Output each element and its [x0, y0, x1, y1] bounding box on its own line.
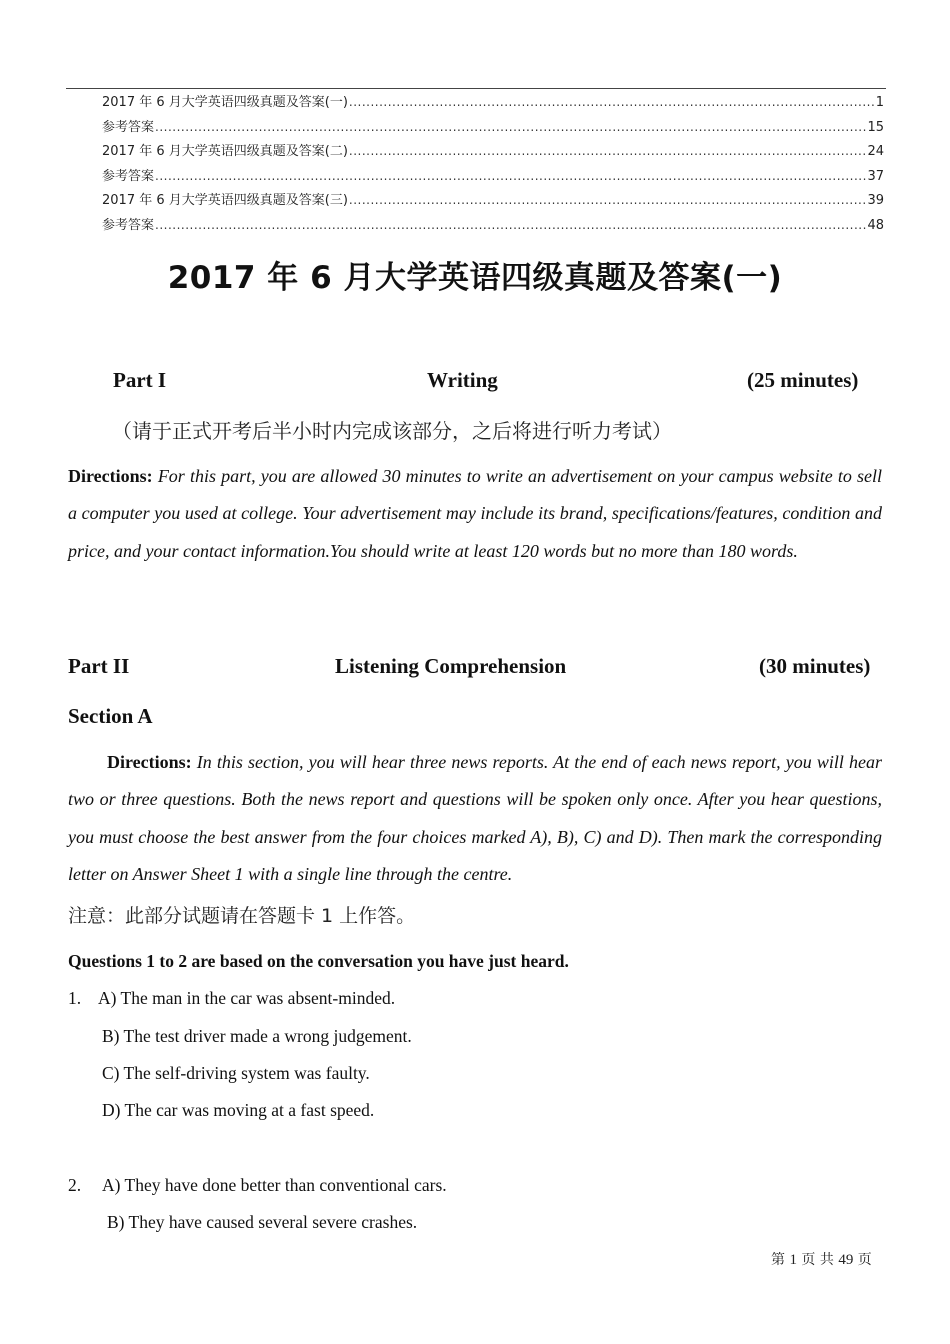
directions-text: In this section, you will hear three news reports. At the end of each news report, you will hear two or three questions. Both the news report and questions will be spoken only once. After you hear questions, you must choose the best answer from the four choices marked A), B), C) and D). Then mark the corresponding letter on Answer Sheet 1 with a single line through the centre.: [68, 752, 882, 884]
question-number: 2.: [68, 1175, 82, 1195]
toc-entry[interactable]: [102, 140, 884, 165]
toc-entry-title: 2017 年 6 月大学英语四级真题及答案(一): [102, 95, 348, 110]
toc-entry[interactable]: [102, 214, 884, 239]
current-page-number: 1: [789, 1252, 797, 1268]
part1-time: (25 minutes): [747, 368, 859, 392]
directions-label: Directions:: [68, 466, 153, 486]
toc-entry-page: 37: [867, 168, 884, 184]
part2-label: Part II: [68, 654, 130, 678]
toc-leader-dots: [155, 169, 866, 183]
toc-leader-dots: [349, 95, 875, 109]
toc-entry-page: 48: [867, 217, 884, 233]
footer-suffix: 页: [857, 1252, 872, 1268]
toc-entry[interactable]: [102, 189, 884, 214]
section-a-heading: Section A: [68, 704, 153, 728]
directions-label: Directions:: [107, 752, 192, 772]
toc-entry-page: 39: [867, 193, 884, 209]
toc-leader-dots: [349, 193, 867, 207]
table-of-contents: [102, 91, 884, 239]
toc-entry-title: 2017 年 6 月大学英语四级真题及答案(三): [102, 193, 348, 209]
toc-entry-title: 参考答案: [102, 168, 155, 184]
toc-entry-title: 2017 年 6 月大学英语四级真题及答案(二): [102, 144, 348, 160]
toc-leader-dots: [155, 120, 866, 134]
question-option[interactable]: C) The self-driving system was faulty.: [102, 1063, 370, 1083]
toc-entry-page: 15: [867, 119, 884, 135]
part1-name: Writing: [427, 368, 498, 392]
part2-directions: [68, 744, 882, 893]
toc-entry-page: 1: [875, 95, 884, 110]
part1-note: （请于正式开考后半小时内完成该部分，之后将进行听力考试）: [112, 419, 672, 443]
question-option[interactable]: A) They have done better than conventional cars.: [102, 1175, 447, 1195]
toc-entry-title: 参考答案: [102, 217, 155, 233]
toc-entry[interactable]: [102, 116, 884, 141]
toc-entry[interactable]: [102, 165, 884, 190]
question-option[interactable]: D) The car was moving at a fast speed.: [102, 1100, 375, 1120]
total-page-count: 49: [838, 1252, 854, 1268]
question-option[interactable]: A) The man in the car was absent-minded.: [98, 988, 396, 1008]
header-rule: [66, 88, 886, 89]
toc-entry-page: 24: [867, 144, 884, 160]
toc-leader-dots: [349, 144, 867, 158]
question-option[interactable]: B) They have caused several severe crashes.: [107, 1212, 418, 1232]
directions-text: For this part, you are allowed 30 minutes to write an advertisement on your campus website to sell a computer you used at college. Your advertisement may include its brand, specifications/features, condition and price, and your contact information.You should write at least 120 words but no more than 180 words.: [68, 466, 883, 561]
footer-prefix: 第: [771, 1252, 785, 1268]
part2-name: Listening Comprehension: [335, 654, 567, 678]
footer-middle: 页 共: [801, 1252, 834, 1268]
questions-intro: Questions 1 to 2 are based on the conversation you have just heard.: [68, 951, 569, 971]
part1-label: Part I: [113, 368, 167, 392]
toc-leader-dots: [155, 218, 866, 232]
toc-entry-title: 参考答案: [102, 119, 155, 135]
toc-entry[interactable]: [102, 91, 884, 116]
page-footer: [771, 1249, 872, 1269]
part2-time: (30 minutes): [759, 654, 871, 678]
question-option[interactable]: B) The test driver made a wrong judgement.: [102, 1026, 412, 1046]
answer-sheet-note: 注意：此部分试题请在答题卡 1 上作答。: [68, 905, 416, 927]
document-title: 2017 年 6 月大学英语四级真题及答案(一): [167, 260, 783, 296]
question-number: 1.: [68, 988, 82, 1008]
part1-directions: [68, 458, 882, 570]
